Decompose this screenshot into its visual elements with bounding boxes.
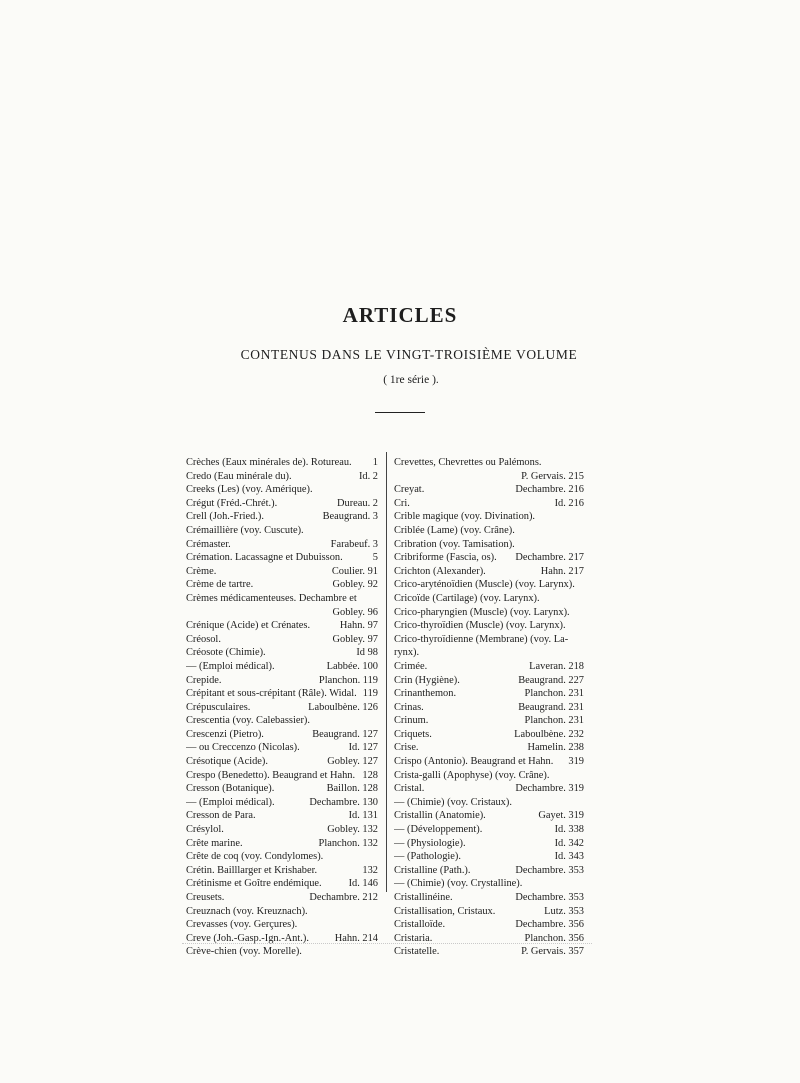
- entry-page: Gobley. 127: [327, 756, 378, 768]
- entry-page: [374, 850, 378, 864]
- entry-text: Crepide.: [186, 674, 222, 686]
- index-entry: [394, 741, 584, 755]
- entry-page: P. Gervais. 357: [521, 946, 584, 958]
- entry-text: Cresson de Para.: [186, 810, 256, 822]
- entry-text: Criblée (Lame) (voy. Crâne).: [394, 524, 515, 536]
- entry-page: Hahn. 214: [334, 932, 378, 944]
- index-entry: [186, 837, 378, 851]
- entry-page: Coulier. 91: [331, 565, 378, 577]
- entry-text: Criquets.: [394, 728, 432, 740]
- entry-text: Crème de tartre.: [186, 579, 254, 591]
- index-entry: [394, 701, 584, 715]
- entry-page: Hamelin. 238: [527, 742, 584, 754]
- index-entry: [186, 728, 378, 742]
- index-entry: [394, 918, 584, 932]
- entry-page: Id. 2: [358, 470, 378, 482]
- index-entry: [186, 714, 378, 728]
- entry-text: Crépitant et sous-crépitant (Râle). Widal.: [186, 688, 357, 700]
- entry-text: Crevasses (voy. Gerçures).: [186, 919, 298, 931]
- entry-page: Laboulbène. 232: [514, 728, 584, 740]
- index-entry: [186, 769, 378, 783]
- index-entry: [186, 945, 378, 959]
- entry-page: [580, 510, 584, 524]
- entry-page: [580, 524, 584, 538]
- index-entry: [186, 687, 378, 701]
- index-entry: [186, 565, 378, 579]
- entry-text: — (Emploi médical).: [186, 660, 275, 672]
- index-entry: [186, 551, 378, 565]
- entry-page: Beaugrand. 227: [518, 674, 584, 686]
- entry-page: [374, 905, 378, 919]
- index-entry: [394, 456, 584, 470]
- entry-page: Beaugrand. 231: [518, 701, 584, 713]
- entry-page: [580, 578, 584, 592]
- entry-page: [580, 592, 584, 606]
- entry-page: Baillon. 128: [326, 783, 378, 795]
- index-entry: [394, 877, 584, 891]
- entry-page: 319: [568, 756, 584, 768]
- entry-page: Dechambre. 319: [515, 783, 584, 795]
- entry-text: Crépusculaires.: [186, 701, 251, 713]
- entry-page: [580, 606, 584, 620]
- entry-page: Labbée. 100: [326, 660, 378, 672]
- entry-text: Credo (Eau minérale du).: [186, 470, 292, 482]
- left-column: [186, 456, 378, 959]
- entry-text: Crête de coq (voy. Condylomes).: [186, 851, 324, 863]
- entry-page: [580, 796, 584, 810]
- index-entry: [186, 755, 378, 769]
- entry-text: Crista-galli (Apophyse) (voy. Crâne).: [394, 769, 550, 781]
- index-entry: [186, 850, 378, 864]
- index-entry: [186, 891, 378, 905]
- entry-text: Crichton (Alexander).: [394, 565, 486, 577]
- entry-page: Hahn. 97: [339, 620, 378, 632]
- index-entry: [394, 714, 584, 728]
- entry-text: Cristallisation, Cristaux.: [394, 905, 496, 917]
- index-entry: [186, 510, 378, 524]
- index-entry: [394, 497, 584, 511]
- entry-text: Crell (Joh.-Fried.).: [186, 511, 264, 523]
- entry-page: Gobley. 97: [332, 633, 378, 645]
- entry-text: Cribration (voy. Tamisation).: [394, 538, 515, 550]
- index-entry: [186, 470, 378, 484]
- entry-text: Crico-thyroïdienne (Membrane) (voy. La-: [394, 633, 569, 645]
- entry-text: Cresson (Botanique).: [186, 783, 275, 795]
- entry-text: Creeks (Les) (voy. Amérique).: [186, 484, 313, 496]
- entry-page: Id 98: [356, 647, 378, 659]
- index-entry: [186, 619, 378, 633]
- index-entry: [186, 524, 378, 538]
- index-entry: [394, 660, 584, 674]
- index-entry: [394, 619, 584, 633]
- entry-text: Crésylol.: [186, 824, 224, 836]
- right-column: [394, 456, 584, 959]
- entry-page: Id. 342: [554, 837, 584, 849]
- entry-text: Creusets.: [186, 892, 225, 903]
- entry-text: Cristalline (Path.).: [394, 864, 471, 876]
- entry-text: Cricoïde (Cartilage) (voy. Larynx).: [394, 592, 540, 604]
- entry-page: Planchon. 119: [318, 674, 378, 686]
- entry-page: Planchon. 132: [318, 837, 378, 849]
- entry-page: [580, 456, 584, 470]
- entry-text: Crénique (Acide) et Crénates.: [186, 620, 311, 632]
- entry-page: Gobley. 132: [327, 824, 378, 836]
- entry-page: [374, 483, 378, 497]
- entry-text: Crétin. Bailllarger et Krishaber.: [186, 864, 318, 876]
- entry-page: 128: [362, 769, 378, 781]
- index-entry: [186, 674, 378, 688]
- index-entry: [186, 905, 378, 919]
- index-entry: [394, 823, 584, 837]
- index-entry: [394, 769, 584, 783]
- entry-text: Cristalloïde.: [394, 919, 446, 931]
- entry-text: — (Emploi médical).: [186, 796, 275, 808]
- index-entry: [186, 592, 378, 606]
- entry-page: Dureau. 2: [337, 497, 378, 509]
- entry-text: Creve (Joh.-Gasp.-Ign.-Ant.).: [186, 932, 309, 944]
- index-entry: [186, 809, 378, 823]
- index-entry: [394, 837, 584, 851]
- index-entry: [394, 674, 584, 688]
- entry-page: Id. 127: [348, 742, 378, 754]
- index-entry: [394, 483, 584, 497]
- entry-page: Id. 338: [554, 824, 584, 836]
- entry-text: Cristallin (Anatomie).: [394, 810, 486, 822]
- entry-page: [374, 524, 378, 538]
- entry-text: Cristaria.: [394, 932, 433, 944]
- entry-text: rynx).: [394, 647, 420, 659]
- index-entry: [186, 660, 378, 674]
- entry-page: 119: [362, 688, 378, 700]
- entry-page: Planchon. 231: [524, 688, 584, 700]
- entry-text: — (Physiologie).: [394, 837, 466, 849]
- entry-page: Gobley. 92: [332, 579, 378, 591]
- entry-page: [374, 945, 378, 959]
- entry-text: Créosol.: [186, 633, 221, 645]
- index-entry: [394, 510, 584, 524]
- entry-text: Creyat.: [394, 484, 425, 496]
- entry-page: Dechambre. 353: [515, 864, 584, 876]
- index-entry: [186, 578, 378, 592]
- entry-text: — (Chimie) (voy. Cristaux).: [394, 796, 512, 808]
- index-entry: [394, 891, 584, 905]
- index-entry: [394, 864, 584, 878]
- entry-text: Crispo (Antonio). Beaugrand et Hahn.: [394, 756, 554, 768]
- entry-page: Dechambre. 217: [515, 552, 584, 564]
- entry-text: Crémaster.: [186, 538, 231, 550]
- index-entry: [394, 551, 584, 565]
- entry-text: Crible magique (voy. Divination).: [394, 511, 536, 523]
- entry-text: Crescenzi (Pietro).: [186, 728, 264, 740]
- entry-page: Id. 146: [348, 878, 378, 890]
- index-entry: [186, 741, 378, 755]
- index-entry: [394, 809, 584, 823]
- entry-page: Dechambre. 130: [309, 796, 378, 808]
- index-entry: [394, 796, 584, 810]
- entry-page: Gobley. 96: [332, 606, 378, 618]
- entry-text: Cribriforme (Fascia, os).: [394, 552, 497, 564]
- entry-text: Crico-thyroïdien (Muscle) (voy. Larynx).: [394, 620, 566, 632]
- entry-page: Laveran. 218: [529, 660, 584, 672]
- index-entry: [186, 646, 378, 660]
- entry-text: Crème.: [186, 565, 217, 577]
- entry-text: Cri.: [394, 497, 410, 509]
- entry-page: Lutz. 353: [544, 905, 584, 917]
- page-title: ARTICLES: [342, 303, 458, 327]
- entry-page: [374, 714, 378, 728]
- index-entry: [394, 592, 584, 606]
- index-entry: [394, 606, 584, 620]
- entry-text: Crinum.: [394, 715, 429, 727]
- entry-page: Gayet. 319: [538, 810, 584, 822]
- entry-text: Crespo (Benedetto). Beaugrand et Hahn.: [186, 769, 356, 781]
- entry-page: [374, 918, 378, 932]
- entry-text: Crésotique (Acide).: [186, 756, 268, 768]
- entry-page: Laboulbène. 126: [308, 701, 378, 713]
- entry-page: [374, 592, 378, 606]
- index-entry: [186, 483, 378, 497]
- entry-text: Crinas.: [394, 701, 424, 713]
- index-entry: [186, 497, 378, 511]
- index-entry: [186, 796, 378, 810]
- entry-page: Id. 343: [554, 851, 584, 863]
- entry-text: Crin (Hygiène).: [394, 674, 460, 686]
- index-entry: [186, 782, 378, 796]
- entry-text: Crémation. Lacassagne et Dubuisson.: [186, 552, 343, 564]
- entry-page: 132: [362, 864, 378, 876]
- entry-text: Crico-aryténoïdien (Muscle) (voy. Larynx).: [394, 579, 575, 591]
- bottom-bleed-through: [182, 943, 592, 944]
- entry-text: Crégut (Fréd.-Chrét.).: [186, 497, 278, 509]
- index-entry: [394, 646, 584, 660]
- entry-page: Dechambre. 216: [515, 484, 584, 496]
- index-entry: [186, 918, 378, 932]
- entry-text: Cristal.: [394, 783, 425, 795]
- entry-text: [186, 606, 329, 620]
- entry-page: Planchon. 231: [524, 715, 584, 727]
- index-entry: [394, 945, 584, 959]
- title-rule: [375, 412, 425, 413]
- entry-page: [580, 769, 584, 783]
- entry-page: Id. 216: [554, 497, 584, 509]
- entry-page: P. Gervais. 215: [521, 470, 584, 482]
- entry-text: Crinanthemon.: [394, 688, 457, 700]
- entry-page: [580, 619, 584, 633]
- index-entry: [394, 687, 584, 701]
- entry-text: Crête marine.: [186, 837, 243, 849]
- entry-page: Farabeuf. 3: [330, 538, 378, 550]
- entry-text: Crescentia (voy. Calebassier).: [186, 715, 310, 727]
- entry-text: [394, 470, 517, 484]
- entry-page: Planchon. 356: [524, 932, 584, 944]
- index-entry: [394, 578, 584, 592]
- entry-page: Dechambre. 353: [515, 892, 584, 903]
- entry-text: Crevettes, Chevrettes ou Palémons.: [394, 457, 542, 468]
- entry-text: Cristallinéine.: [394, 892, 453, 903]
- index-entry: [186, 538, 378, 552]
- entry-page: [580, 646, 584, 660]
- index-entry: [394, 905, 584, 919]
- index-entry: [394, 538, 584, 552]
- entry-text: Crève-chien (voy. Morelle).: [186, 946, 302, 958]
- entry-text: Crétinisme et Goître endémique.: [186, 878, 322, 890]
- entry-text: Cristatelle.: [394, 946, 440, 958]
- entry-text: Crèches (Eaux minérales de). Rotureau.: [186, 457, 352, 468]
- index-entry: [186, 606, 378, 620]
- index-entry: [186, 877, 378, 891]
- entry-text: — (Chimie) (voy. Crystalline).: [394, 878, 523, 890]
- entry-page: Dechambre. 356: [515, 919, 584, 931]
- index-entry: [394, 782, 584, 796]
- index-entry: [394, 565, 584, 579]
- index-entry: [394, 524, 584, 538]
- column-divider: [386, 452, 387, 892]
- entry-text: Crémaillière (voy. Cuscute).: [186, 524, 304, 536]
- index-entry: [394, 728, 584, 742]
- entry-page: Dechambre. 212: [309, 892, 378, 903]
- entry-text: — (Pathologie).: [394, 851, 461, 863]
- index-entry: [394, 850, 584, 864]
- entry-text: Crise.: [394, 742, 419, 754]
- entry-text: — (Développement).: [394, 824, 483, 836]
- entry-text: — ou Creccenzo (Nicolas).: [186, 742, 300, 754]
- entry-page: 5: [372, 552, 378, 564]
- entry-page: Id. 131: [348, 810, 378, 822]
- index-entry: [186, 823, 378, 837]
- entry-text: Creuznach (voy. Kreuznach).: [186, 905, 308, 917]
- entry-page: Beaugrand. 3: [322, 511, 378, 523]
- entry-text: Créosote (Chimie).: [186, 647, 266, 659]
- entry-page: Beaugrand. 127: [312, 728, 378, 740]
- index-entry: [186, 456, 378, 470]
- page-subtitle: CONTENUS DANS LE VINGT-TROISIÈME VOLUME: [240, 347, 578, 362]
- entry-text: Crimée.: [394, 660, 428, 672]
- index-entry: [394, 755, 584, 769]
- index-entry: [186, 701, 378, 715]
- index-entry: [186, 864, 378, 878]
- index-entry: [394, 633, 584, 647]
- entry-text: Crèmes médicamenteuses. Dechambre et: [186, 592, 357, 604]
- index-entry: [186, 633, 378, 647]
- series-note: ( 1re série ).: [383, 374, 439, 386]
- entry-page: 1: [372, 457, 378, 468]
- entry-page: Hahn. 217: [540, 565, 584, 577]
- entry-page: [580, 633, 584, 647]
- entry-text: Crico-pharyngien (Muscle) (voy. Larynx).: [394, 606, 570, 618]
- entry-page: [580, 538, 584, 552]
- index-entry: [394, 470, 584, 484]
- entry-page: [580, 877, 584, 891]
